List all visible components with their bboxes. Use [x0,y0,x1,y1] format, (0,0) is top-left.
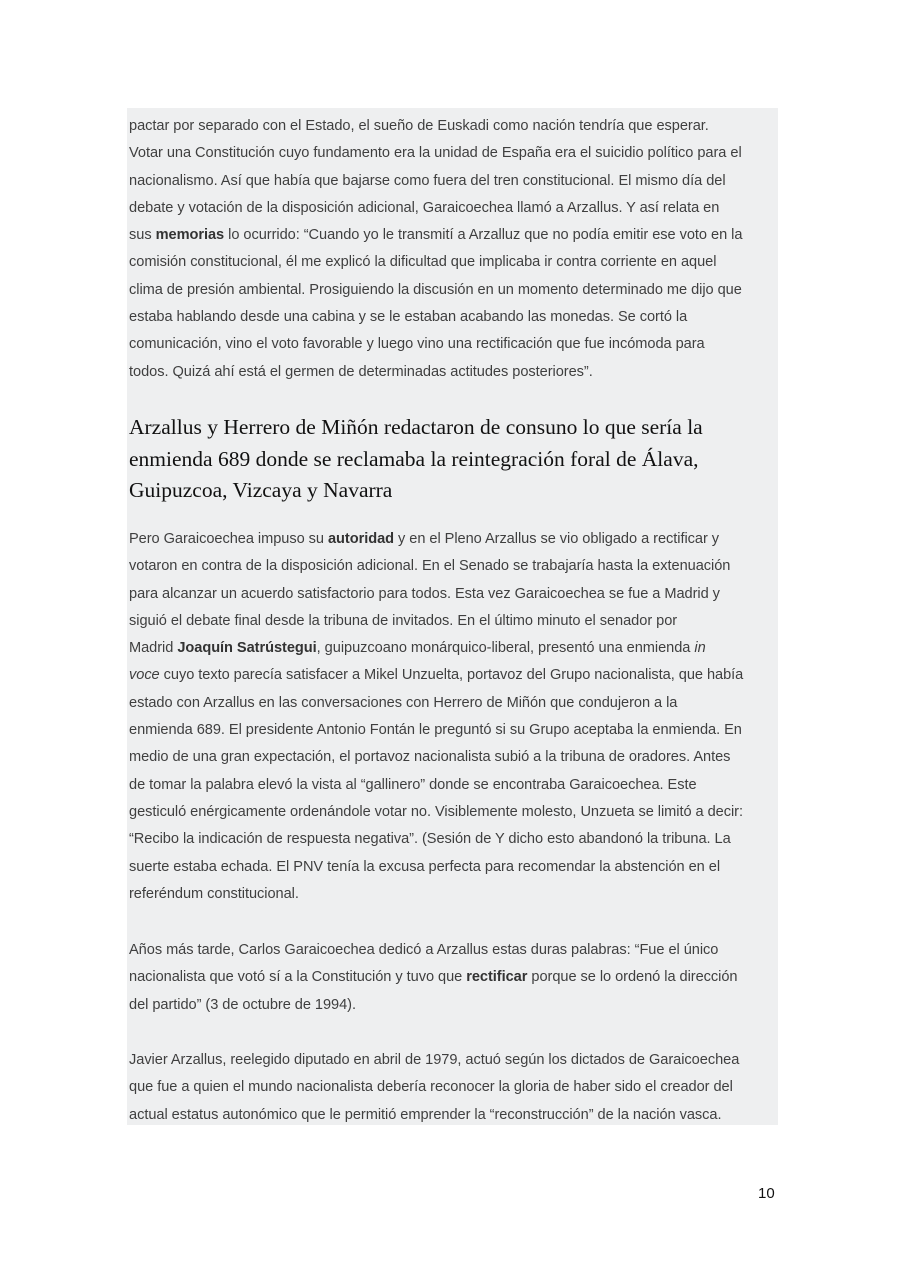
text-line: nacionalista que votó sí a la Constitución y tuvo que rectificar porque se lo ordenó la dirección [129,969,738,986]
text-line: “Recibo la indicación de respuesta negativa”. (Sesión de Y dicho esto abandonó la tribuna. La [129,831,731,848]
text-line: debate y votación de la disposición adicional, Garaicoechea llamó a Arzallus. Y así relata en [129,199,720,216]
text-line: todos. Quizá ahí está el germen de determinadas actitudes posteriores”. [129,363,593,380]
section-heading [129,412,778,507]
document-body [127,108,778,1125]
text-line: Pero Garaicoechea impuso su autoridad y en el Pleno Arzallus se vio obligado a rectificar y [129,531,720,547]
text-line: del partido” (3 de octubre de 1994). [129,996,356,1013]
text-line: actual estatus autonómico que le permitió emprender la “reconstrucción” de la nación vasca. [129,1106,722,1123]
text-line: estaba hablando desde una cabina y se le estaban acabando las monedas. Se cortó la [129,309,688,326]
text-line: comisión constitucional, él me explicó la dificultad que implicaba ir contra corriente en aquel [129,254,717,271]
text-line: sus memorias lo ocurrido: “Cuando yo le transmití a Arzalluz que no podía emitir ese voto en la [129,227,743,244]
text-line: comunicación, vino el voto favorable y luego vino una rectificación que fue incómoda para [129,336,705,353]
text-line: que fue a quien el mundo nacionalista debería reconocer la gloria de haber sido el creador del [129,1079,733,1096]
italic-term: in [694,640,706,657]
text-line: nacionalismo. Así que había que bajarse como fuera del tren constitucional. El mismo día del [129,172,726,189]
text-line: Votar una Constitución cuyo fundamento era la unidad de España era el suicidio político para el [129,145,742,162]
text-line: suerte estaba echada. El PNV tenía la excusa perfecta para recomendar la abstención en el [129,858,721,875]
text-line: de tomar la palabra elevó la vista al “gallinero” donde se encontraba Garaicoechea. Este [129,776,697,793]
text-line: estado con Arzallus en las conversaciones con Herrero de Miñón que condujeron a la [129,694,678,711]
text-line: Javier Arzallus, reelegido diputado en abril de 1979, actuó según los dictados de Garaicoechea [129,1052,740,1068]
text-line: Madrid Joaquín Satrústegui, guipuzcoano monárquico-liberal, presentó una enmienda in [129,640,706,657]
text-line: gesticuló enérgicamente ordenándole votar no. Visiblemente molesto, Unzueta se limitó a decir: [129,803,743,820]
paragraph-1 [129,113,778,386]
text-line: voce cuyo texto parecía satisfacer a Mikel Unzuelta, portavoz del Grupo nacionalista, que había [129,667,744,684]
text-line: pactar por separado con el Estado, el sueño de Euskadi como nación tendría que esperar. [129,118,709,134]
page-number: 10 [758,1185,775,1202]
text-line: medio de una gran expectación, el portavoz nacionalista subió a la tribuna de oradores. Antes [129,749,731,766]
heading-line: Guipuzcoa, Vizcaya y Navarra [129,478,393,502]
text-line: enmienda 689. El presidente Antonio Fontán le preguntó si su Grupo aceptaba la enmienda. En [129,722,742,739]
paragraph-2 [129,526,778,908]
text-line: referéndum constitucional. [129,885,299,902]
bold-term: rectificar [466,969,528,986]
bold-name: Joaquín Satrústegui [177,640,317,657]
bold-term: autoridad [327,531,395,547]
text-line: siguió el debate final desde la tribuna de invitados. En el último minuto el senador por [129,612,678,629]
text-line: para alcanzar un acuerdo satisfactorio para todos. Esta vez Garaicoechea se fue a Madrid y [129,585,720,602]
bold-term: memorias [155,227,225,244]
heading-line: enmienda 689 donde se reclamaba la reintegración foral de Álava, [129,446,699,471]
paragraph-4 [129,1047,778,1129]
italic-term: voce [129,667,160,684]
text-line: clima de presión ambiental. Prosiguiendo la discusión en un momento determinado me dijo que [129,281,742,298]
text-line: votaron en contra de la disposición adicional. En el Senado se trabajaría hasta la extenuación [129,558,731,575]
paragraph-3 [129,937,778,1019]
text-line: Años más tarde, Carlos Garaicoechea dedicó a Arzallus estas duras palabras: “Fue el único [129,942,719,958]
heading-line: Arzallus y Herrero de Miñón redactaron de consuno lo que sería la [129,415,703,439]
